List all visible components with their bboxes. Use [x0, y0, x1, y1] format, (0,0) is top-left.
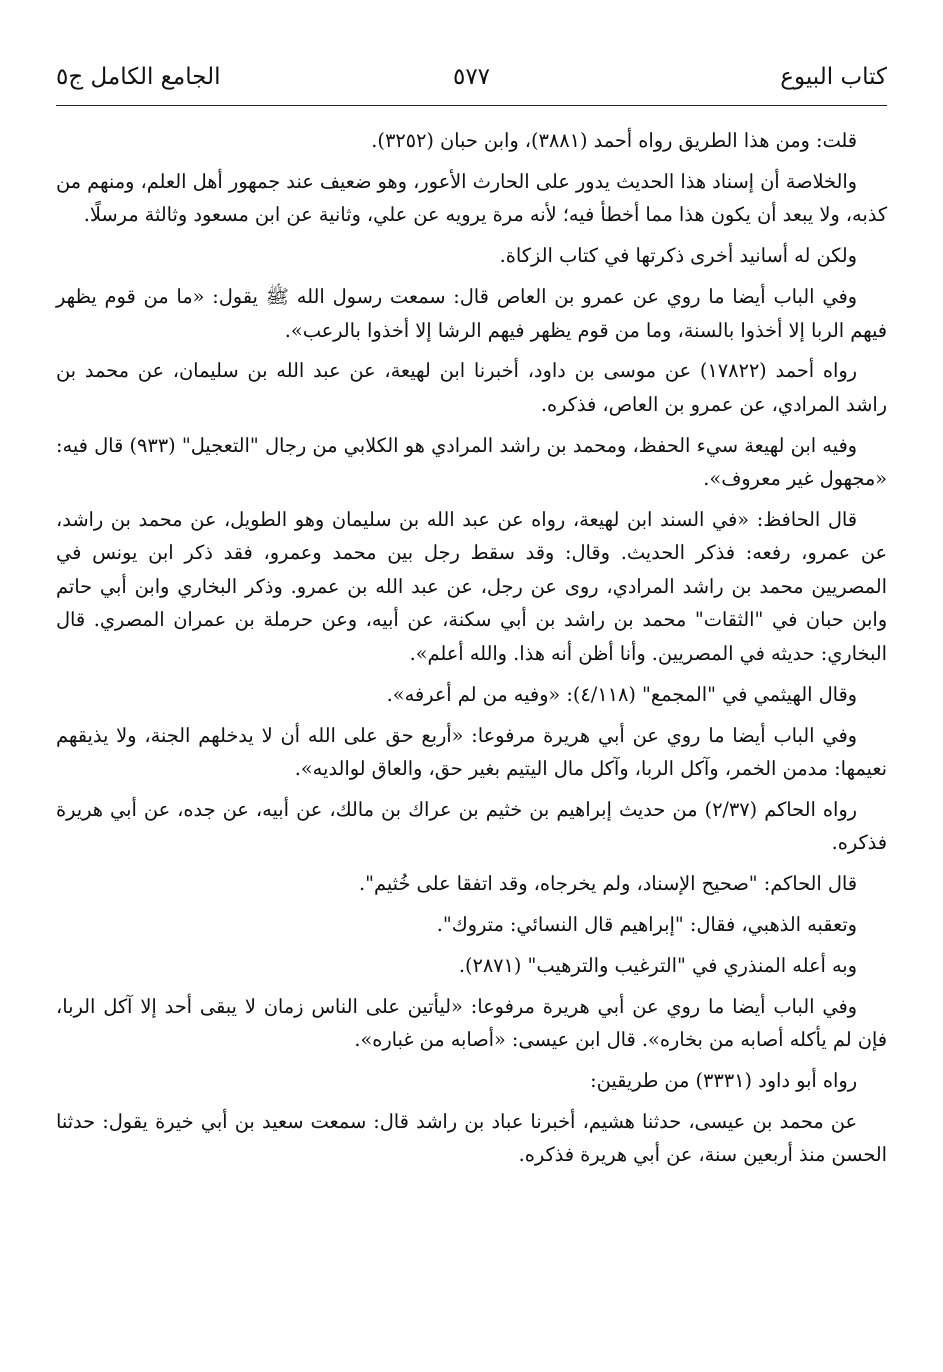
paragraph: وفي الباب أيضا ما روي عن أبي هريرة مرفوعا: «ليأتين على الناس زمان لا يبقى أحد إلا آكل الربا، فإن لم يأكله أصابه من بخاره». قال ابن عيسى: «أصابه من غباره».: [56, 994, 887, 1052]
paragraph: وبه أعله المنذري في "الترغيب والترهيب" (٢٨٧١).: [458, 953, 857, 977]
paragraph: وفي الباب أيضا ما روي عن أبي هريرة مرفوعا: «أربع حق على الله أن لا يدخلهم الجنة، ولا يذيقهم نعيمها: مدمن الخمر، وآكل الربا، وآكل مال اليتيم بغير حق، والعاق لوالديه».: [56, 723, 887, 780]
paragraph: عن محمد بن عيسى، حدثنا هشيم، أخبرنا عباد بن راشد قال: سمعت سعيد بن أبي خيرة يقول: حدثنا الحسن منذ أربعين سنة، عن أبي هريرة فذكره.: [56, 1110, 887, 1167]
paragraph: رواه أحمد (١٧٨٢٢) عن موسى بن داود، أخبرنا ابن لهيعة، عن عبد الله بن سليمان، عن محمد بن راشد المرادي، عن عمرو بن العاص، فذكره.: [56, 359, 887, 416]
page-body: [56, 124, 887, 1179]
page-number: ٥٧٧: [452, 64, 491, 90]
paragraph: وقال الهيثمي في "المجمع" (٤/١١٨): «وفيه من لم أعرفه».: [386, 682, 857, 706]
header-rule: [56, 105, 887, 106]
paragraph: وفيه ابن لهيعة سيء الحفظ، ومحمد بن راشد المرادي هو الكلابي من رجال "التعجيل" (٩٣٣) قال فيه: «مجهول غير معروف».: [56, 433, 887, 491]
book-title: الجامع الكامل ج٥: [56, 64, 221, 90]
paragraph: قال الحافظ: «في السند ابن لهيعة، رواه عن عبد الله بن سليمان وهو الطويل، عن محمد بن راشد، عن عمرو، رفعه: فذكر الحديث. وقال: وقد سقط رجل بين محمد وعمرو، فقد ذكر ابن يونس في المصريين محمد بن راشد المرادي، روى عن رجل، عن عبد الله بن عمرو. وذكر البخاري وابن أبي حاتم وابن حبان في "الثقات" محمد بن راشد بن أبي سكنة، عن أبيه، وعن حرملة بن عمران المصري. قال البخاري: حديثه في المصريين. وأنا أظن أنه هذا. والله أعلم».: [56, 508, 887, 665]
paragraph: والخلاصة أن إسناد هذا الحديث يدور على الحارث الأعور، وهو ضعيف عند جمهور أهل العلم، ومنهم من كذبه، ولا يبعد أن يكون هذا مما أخطأ فيه؛ لأنه مرة يرويه عن علي، وثانية عن ابن مسعود وثالثة مرسلًا.: [56, 169, 887, 227]
paragraph: قال الحاكم: "صحيح الإسناد، ولم يخرجاه، وقد اتفقا على خُثيم".: [359, 872, 857, 896]
paragraph: قلت: ومن هذا الطريق رواه أحمد (٣٨٨١)، وابن حبان (٣٢٥٢).: [371, 129, 857, 152]
chapter-title: كتاب البيوع: [780, 64, 887, 90]
paragraph: رواه أبو داود (٣٣٣١) من طريقين:: [590, 1069, 857, 1093]
paragraph: ولكن له أسانيد أخرى ذكرتها في كتاب الزكاة.: [499, 244, 857, 268]
paragraph: وفي الباب أيضا ما روي عن عمرو بن العاص قال: سمعت رسول الله ﷺ يقول: «ما من قوم يظهر فيهم الربا إلا أخذوا بالسنة، وما من قوم يظهر فيهم الرشا إلا أخذوا بالرعب».: [56, 285, 887, 342]
paragraph: وتعقبه الذهبي، فقال: "إبراهيم قال النسائي: متروك".: [436, 913, 857, 937]
running-header: [56, 60, 887, 106]
paragraph: رواه الحاكم (٢/٣٧) من حديث إبراهيم بن خثيم بن عراك بن مالك، عن أبيه، عن جده، عن أبي هريرة فذكره.: [56, 797, 887, 855]
